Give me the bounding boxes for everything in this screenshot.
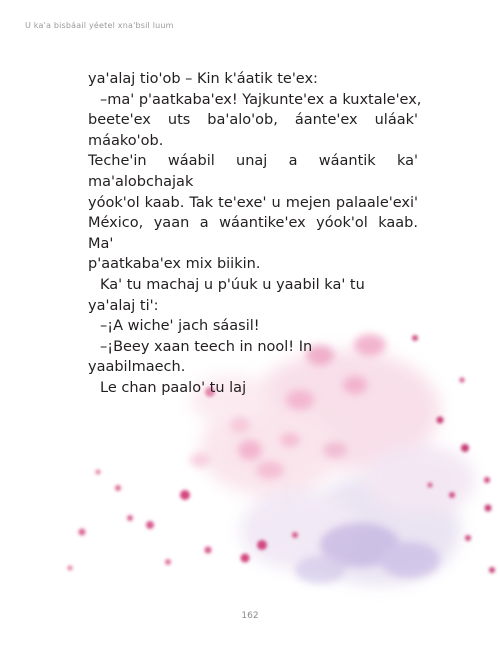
text-line: yaabilmaech. <box>88 359 186 376</box>
text-line: Le chan paalo' tu laj <box>100 379 247 396</box>
text-line: –¡Beey xaan teech in nool! In <box>100 338 313 355</box>
text-line: beete'ex uts ba'alo'ob, áante'ex uláak' máako'ob. <box>88 112 418 149</box>
text-line: –¡A wiche' jach sáasil! <box>100 318 260 335</box>
text-line: ya'alaj ti': <box>88 297 159 314</box>
text-line: ya'alaj tio'ob – Kin k'áatik te'ex: <box>88 71 318 87</box>
running-header: U ka'a bisbáail yéetel xna'bsil luum <box>25 21 174 30</box>
text-line: México, yaan a wáantike'ex yóok'ol kaab. Ma' <box>88 215 418 252</box>
text-line: Ka' tu machaj u p'úuk u yaabil ka' tu <box>100 276 365 293</box>
text-line: –ma' p'aatkaba'ex! Yajkunte'ex a kuxtale'ex, <box>100 91 422 108</box>
text-line: Teche'in wáabil unaj a wáantik ka' ma'alobchajak <box>88 153 418 190</box>
page-number: 162 <box>241 611 259 621</box>
body-text <box>88 69 422 399</box>
text-line: p'aatkaba'ex mix biikin. <box>88 256 261 273</box>
text-line: yóok'ol kaab. Tak te'exe' u mejen palaale'exi' <box>88 194 418 211</box>
